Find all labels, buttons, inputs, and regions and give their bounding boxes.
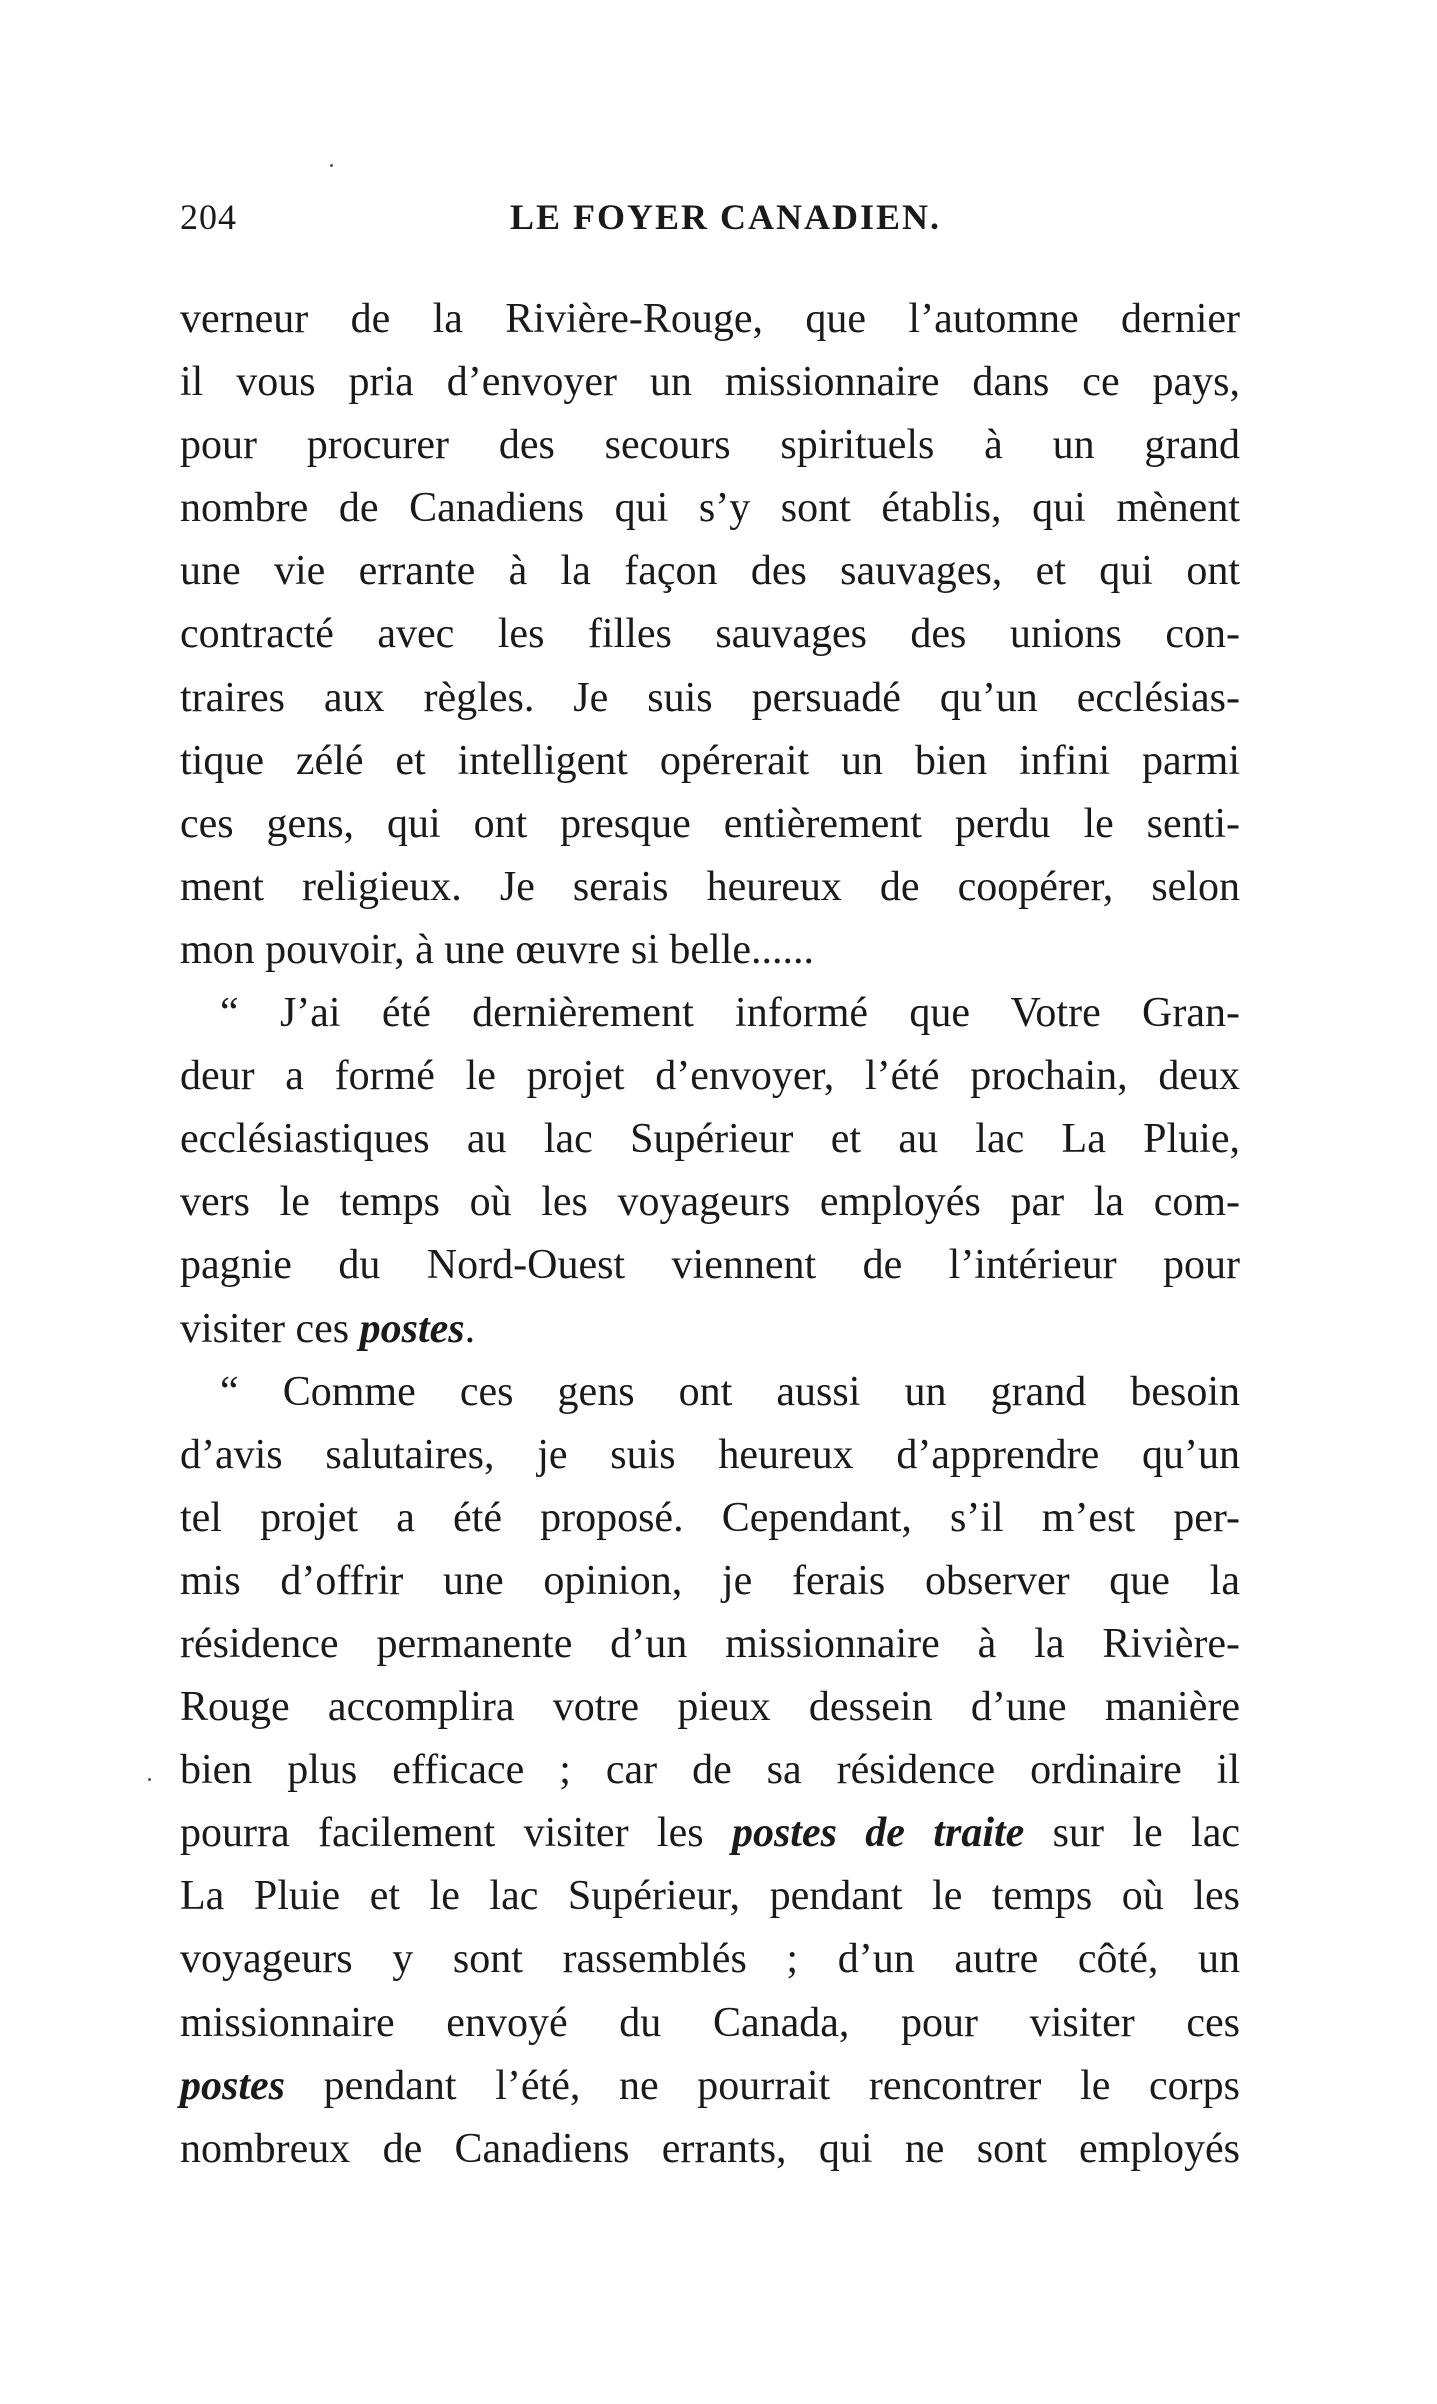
text-line: bien plus efficace ; car de sa résidence ordinaire il	[180, 1747, 1240, 1794]
text-segment: pourra facilement visiter les	[180, 1810, 732, 1857]
text-line: voyageurs y sont rassemblés ; d’un autre côté, un	[180, 1936, 1240, 1983]
text-line: pour procurer des secours spirituels à un grand	[180, 422, 1240, 469]
text-line: tique zélé et intelligent opérerait un bien infini parmi	[180, 737, 1240, 784]
text-line: verneur de la Rivière-Rouge, que l’automne dernier	[180, 296, 1240, 342]
italic-term: postes	[180, 2062, 285, 2109]
text-line: vers le temps où les voyageurs employés par la com-	[180, 1179, 1240, 1226]
text-line	[180, 2055, 1240, 2118]
text-line: ment religieux. Je serais heureux de coopérer, selon	[180, 863, 1240, 910]
text-line: nombre de Canadiens qui s’y sont établis, qui mènent	[180, 485, 1240, 532]
text-line: ecclésiastiques au lac Supérieur et au lac La Pluie,	[180, 1116, 1240, 1163]
italic-term: postes	[359, 1305, 465, 1352]
text-line: Rouge accomplira votre pieux dessein d’une manière	[180, 1684, 1240, 1731]
text-line: traires aux règles. Je suis persuadé qu’un ecclésias-	[180, 674, 1240, 721]
text-line	[180, 1802, 1240, 1865]
text-line: ces gens, qui ont presque entièrement perdu le senti-	[180, 800, 1240, 847]
text-line: il vous pria d’envoyer un missionnaire dans ce pays,	[180, 359, 1240, 406]
text-line: La Pluie et le lac Supérieur, pendant le temps où les	[180, 1873, 1240, 1920]
page-number: 204	[180, 197, 237, 237]
print-speck	[148, 1778, 151, 1781]
text-line: une vie errante à la façon des sauvages, et qui ont	[180, 548, 1240, 595]
text-line: “ Comme ces gens ont aussi un grand besoin	[220, 1368, 1240, 1415]
text-segment: sur le lac	[1024, 1810, 1241, 1857]
text-line: résidence permanente d’un missionnaire à la Rivière-	[180, 1620, 1240, 1667]
text-segment: pendant l’été, ne pourrait rencontrer le corps	[285, 2062, 1240, 2109]
text-line: mon pouvoir, à une œuvre si belle......	[180, 926, 815, 973]
italic-term: postes de traite	[731, 1810, 1025, 1857]
text-line	[180, 1298, 1240, 1361]
text-line: mis d’offrir une opinion, je ferais observer que la	[180, 1557, 1240, 1604]
page-header	[180, 196, 1240, 256]
text-line: pagnie du Nord-Ouest viennent de l’intérieur pour	[180, 1242, 1240, 1289]
text-line: missionnaire envoyé du Canada, pour visiter ces	[180, 1999, 1240, 2046]
text-line: contracté avec les filles sauvages des unions con-	[180, 611, 1240, 658]
text-line: nombreux de Canadiens errants, qui ne sont employés	[180, 2125, 1240, 2172]
print-speck	[330, 164, 333, 167]
text-segment: visiter ces	[180, 1305, 360, 1352]
body-text	[180, 288, 1240, 2181]
running-head: LE FOYER CANADIEN.	[510, 197, 942, 237]
text-line: “ J’ai été dernièrement informé que Votre Gran-	[220, 990, 1240, 1037]
text-line: d’avis salutaires, je suis heureux d’apprendre qu’un	[180, 1431, 1240, 1478]
text-line: tel projet a été proposé. Cependant, s’il m’est per-	[180, 1494, 1240, 1541]
text-segment: .	[464, 1305, 476, 1352]
text-line: deur a formé le projet d’envoyer, l’été prochain, deux	[180, 1053, 1240, 1100]
